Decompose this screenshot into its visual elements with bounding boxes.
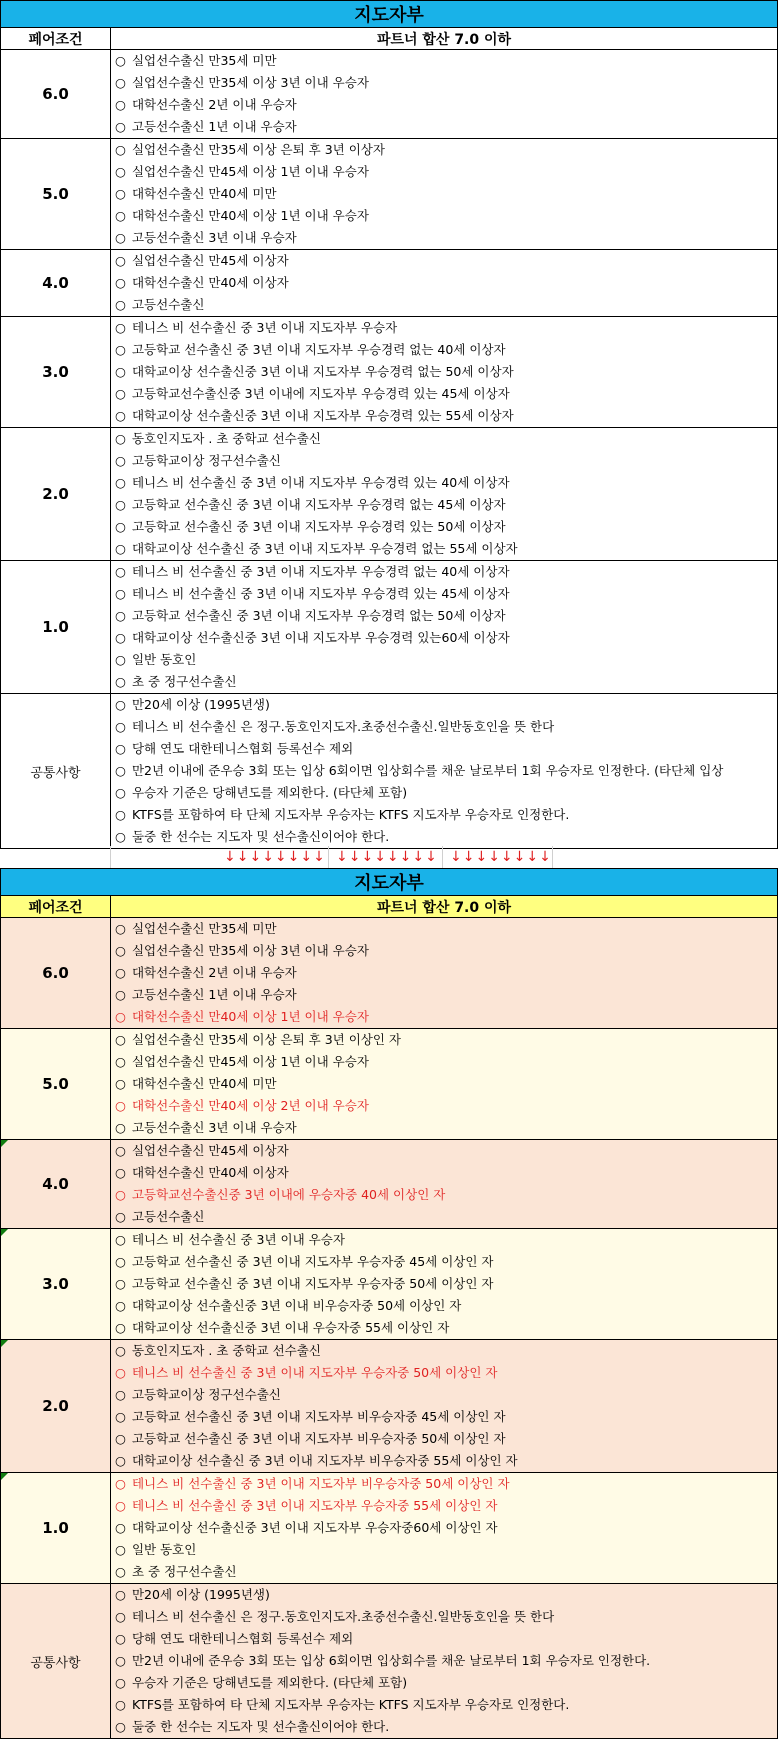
bullet-circle-icon: ○ xyxy=(115,1587,126,1602)
level-cell: 4.0 xyxy=(1,250,111,316)
bullet-circle-icon: ○ xyxy=(115,453,126,468)
bullet-circle-icon: ○ xyxy=(115,1165,126,1180)
condition-text: 테니스 비 선수출신 중 3년 이내 지도자부 우승경력 있는 40세 이상자 xyxy=(131,475,510,490)
condition-text: 고등선수출신 3년 이내 우승자 xyxy=(131,230,297,245)
bullet-circle-icon: ○ xyxy=(115,987,126,1002)
condition-item xyxy=(111,1428,777,1450)
condition-item xyxy=(111,1561,777,1583)
condition-item xyxy=(111,1073,777,1095)
bullet-circle-icon: ○ xyxy=(115,741,126,756)
bullet-circle-icon: ○ xyxy=(115,342,126,357)
bullet-circle-icon: ○ xyxy=(115,785,126,800)
condition-text: 당해 연도 대한테니스협회 등록선수 제외 xyxy=(131,741,354,756)
condition-item xyxy=(111,94,777,116)
header-partner-total: 파트너 합산 7.0 이하 xyxy=(111,896,777,917)
condition-text: 실업선수출신 만45세 이상자 xyxy=(131,253,289,268)
condition-item xyxy=(111,1450,777,1472)
condition-item xyxy=(111,1406,777,1428)
condition-text: 테니스 비 선수출신 중 3년 이내 지도자부 우승자중 55세 이상인 자 xyxy=(131,1498,498,1513)
condition-item xyxy=(111,738,777,760)
bullet-circle-icon: ○ xyxy=(115,719,126,734)
condition-text: 실업선수출신 만35세 이상 은퇴 후 3년 이상자 xyxy=(131,142,385,157)
bullet-circle-icon: ○ xyxy=(115,965,126,980)
level-cell: 1.0 xyxy=(1,561,111,693)
condition-text: 테니스 비 선수출신 은 정구.동호인지도자.초중선수출신.일반동호인을 뜻 한다 xyxy=(131,1609,555,1624)
condition-item xyxy=(111,1273,777,1295)
bullet-circle-icon: ○ xyxy=(115,541,126,556)
bullet-circle-icon: ○ xyxy=(115,1675,126,1690)
bullet-circle-icon: ○ xyxy=(115,475,126,490)
bullet-circle-icon: ○ xyxy=(115,53,126,68)
condition-item xyxy=(111,561,777,583)
condition-text: 고등선수출신 3년 이내 우승자 xyxy=(131,1120,297,1135)
condition-text: 대학교이상 선수출신중 3년 이내 지도자부 우승경력 있는 55세 이상자 xyxy=(131,408,514,423)
bullet-circle-icon: ○ xyxy=(115,1719,126,1734)
level-cell: 6.0 xyxy=(1,918,111,1028)
bullet-circle-icon: ○ xyxy=(115,697,126,712)
condition-item xyxy=(111,1295,777,1317)
condition-text: 실업선수출신 만45세 이상자 xyxy=(131,1143,289,1158)
condition-item xyxy=(111,1384,777,1406)
bullet-circle-icon: ○ xyxy=(115,1276,126,1291)
condition-text: 대학교이상 선수출신 중 3년 이내 지도자부 비우승자중 55세 이상인 자 xyxy=(131,1453,518,1468)
condition-text: 실업선수출신 만45세 이상 1년 이내 우승자 xyxy=(131,1054,369,1069)
level-cell: 공통사항 xyxy=(1,1584,111,1738)
condition-item xyxy=(111,405,777,427)
level-row xyxy=(0,1229,778,1340)
condition-item xyxy=(111,116,777,138)
condition-item xyxy=(111,50,777,72)
condition-text: 우승자 기준은 당해년도를 제외한다. (타단체 포함) xyxy=(131,785,408,800)
condition-text: 대학교이상 선수출신 중 3년 이내 지도자부 우승경력 없는 55세 이상자 xyxy=(131,541,518,556)
bullet-circle-icon: ○ xyxy=(115,97,126,112)
bullet-circle-icon: ○ xyxy=(115,1542,126,1557)
bullet-circle-icon: ○ xyxy=(115,1343,126,1358)
condition-text: KTFS를 포함하여 타 단체 지도자부 우승자는 KTFS 지도자부 우승자로 인정한다. xyxy=(131,807,570,822)
header-pair-condition: 페어조건 xyxy=(1,896,111,917)
bullet-circle-icon: ○ xyxy=(115,1143,126,1158)
bullet-circle-icon: ○ xyxy=(115,119,126,134)
condition-item xyxy=(111,428,777,450)
condition-text: 실업선수출신 만35세 미만 xyxy=(131,53,277,68)
condition-text: 고등학교 선수출신 중 3년 이내 지도자부 우승경력 없는 50세 이상자 xyxy=(131,608,506,623)
level-row xyxy=(0,50,778,139)
bullet-circle-icon: ○ xyxy=(115,253,126,268)
level-row xyxy=(0,428,778,561)
condition-item xyxy=(111,1628,777,1650)
condition-text: 만2년 이내에 준우승 3회 또는 입상 6회이면 입상회수를 채운 날로부터 1회 우승자로 인정한다. (타단체 입상 xyxy=(131,763,724,778)
condition-text: 만20세 이상 (1995년생) xyxy=(131,1587,270,1602)
bullet-circle-icon: ○ xyxy=(115,1254,126,1269)
bullet-circle-icon: ○ xyxy=(115,275,126,290)
condition-text: 고등선수출신 1년 이내 우승자 xyxy=(131,119,297,134)
level-cell: 3.0 xyxy=(1,317,111,427)
condition-item xyxy=(111,1517,777,1539)
bullet-circle-icon: ○ xyxy=(115,1431,126,1446)
condition-text: 실업선수출신 만35세 이상 3년 이내 우승자 xyxy=(131,75,369,90)
condition-item xyxy=(111,272,777,294)
condition-item xyxy=(111,1051,777,1073)
condition-item xyxy=(111,1229,777,1251)
condition-text: 고등학교 선수출신 중 3년 이내 지도자부 비우승자중 50세 이상인 자 xyxy=(131,1431,506,1446)
table-title: 지도자부 xyxy=(0,0,778,28)
condition-text: 테니스 비 선수출신 중 3년 이내 지도자부 우승경력 없는 40세 이상자 xyxy=(131,564,510,579)
condition-text: 대학선수출신 2년 이내 우승자 xyxy=(131,965,297,980)
bullet-circle-icon: ○ xyxy=(115,1609,126,1624)
bullet-circle-icon: ○ xyxy=(115,1209,126,1224)
condition-text: 고등학교 선수출신 중 3년 이내 지도자부 우승경력 있는 50세 이상자 xyxy=(131,519,506,534)
condition-text: 실업선수출신 만35세 미만 xyxy=(131,921,277,936)
condition-text: 대학교이상 선수출신중 3년 이내 비우승자중 50세 이상인 자 xyxy=(131,1298,462,1313)
level-cell: 2.0 xyxy=(1,1340,111,1472)
bullet-circle-icon: ○ xyxy=(115,1320,126,1335)
bullet-circle-icon: ○ xyxy=(115,408,126,423)
condition-item xyxy=(111,826,777,848)
condition-text: 대학선수출신 만40세 미만 xyxy=(131,1076,277,1091)
bullet-circle-icon: ○ xyxy=(115,75,126,90)
level-cell: 5.0 xyxy=(1,139,111,249)
condition-text: 대학교이상 선수출신중 3년 이내 지도자부 우승경력 없는 50세 이상자 xyxy=(131,364,514,379)
bullet-circle-icon: ○ xyxy=(115,431,126,446)
bullet-circle-icon: ○ xyxy=(115,186,126,201)
bullet-circle-icon: ○ xyxy=(115,164,126,179)
condition-item xyxy=(111,1495,777,1517)
condition-item xyxy=(111,1606,777,1628)
condition-text: 대학선수출신 만40세 이상자 xyxy=(131,1165,289,1180)
condition-item xyxy=(111,1317,777,1339)
condition-text: 대학교이상 선수출신중 3년 이내 지도자부 우승경력 있는60세 이상자 xyxy=(131,630,510,645)
condition-item xyxy=(111,940,777,962)
condition-item xyxy=(111,339,777,361)
condition-text: 테니스 비 선수출신 중 3년 이내 지도자부 우승자중 50세 이상인 자 xyxy=(131,1365,498,1380)
condition-item xyxy=(111,782,777,804)
condition-text: 고등학교이상 정구선수출신 xyxy=(131,1387,281,1402)
bullet-circle-icon: ○ xyxy=(115,1298,126,1313)
condition-item xyxy=(111,538,777,560)
condition-item xyxy=(111,804,777,826)
condition-text: 일반 동호인 xyxy=(131,1542,197,1557)
condition-item xyxy=(111,1029,777,1051)
condition-item xyxy=(111,205,777,227)
bullet-circle-icon: ○ xyxy=(115,1187,126,1202)
condition-item xyxy=(111,1206,777,1228)
condition-text: 고등학교 선수출신 중 3년 이내 지도자부 우승경력 없는 45세 이상자 xyxy=(131,497,506,512)
level-cell: 1.0 xyxy=(1,1473,111,1583)
condition-text: 만20세 이상 (1995년생) xyxy=(131,697,270,712)
bullet-circle-icon: ○ xyxy=(115,943,126,958)
condition-item xyxy=(111,962,777,984)
condition-text: 대학선수출신 만40세 이상 1년 이내 우승자 xyxy=(131,1009,369,1024)
level-row xyxy=(0,694,778,849)
bullet-circle-icon: ○ xyxy=(115,230,126,245)
condition-item xyxy=(111,1006,777,1028)
condition-item xyxy=(111,1672,777,1694)
bullet-circle-icon: ○ xyxy=(115,630,126,645)
condition-text: 테니스 비 선수출신 중 3년 이내 지도자부 비우승자중 50세 이상인 자 xyxy=(131,1476,510,1491)
condition-item xyxy=(111,317,777,339)
level-row xyxy=(0,317,778,428)
bullet-circle-icon: ○ xyxy=(115,1232,126,1247)
bullet-circle-icon: ○ xyxy=(115,1365,126,1380)
level-row xyxy=(0,1584,778,1739)
bullet-circle-icon: ○ xyxy=(115,564,126,579)
condition-item xyxy=(111,918,777,940)
level-row xyxy=(0,561,778,694)
original-table xyxy=(0,0,778,849)
condition-item xyxy=(111,627,777,649)
condition-text: 초 중 정구선수출신 xyxy=(131,1564,237,1579)
level-row xyxy=(0,139,778,250)
bullet-circle-icon: ○ xyxy=(115,1697,126,1712)
bullet-circle-icon: ○ xyxy=(115,674,126,689)
bullet-circle-icon: ○ xyxy=(115,1409,126,1424)
level-row xyxy=(0,1140,778,1229)
condition-text: KTFS를 포함하여 타 단체 지도자부 우승자는 KTFS 지도자부 우승자로 인정한다. xyxy=(131,1697,570,1712)
condition-text: 둘중 한 선수는 지도자 및 선수출신이어야 한다. xyxy=(131,1719,390,1734)
condition-item xyxy=(111,383,777,405)
level-cell: 5.0 xyxy=(1,1029,111,1139)
arrow-group-1: ↓↓↓↓↓↓↓↓ xyxy=(224,849,326,865)
bullet-circle-icon: ○ xyxy=(115,1498,126,1513)
condition-item xyxy=(111,361,777,383)
condition-item xyxy=(111,1539,777,1561)
bullet-circle-icon: ○ xyxy=(115,142,126,157)
condition-text: 고등학교선수출신중 3년 이내에 지도자부 우승경력 있는 45세 이상자 xyxy=(131,386,510,401)
condition-item xyxy=(111,450,777,472)
condition-text: 둘중 한 선수는 지도자 및 선수출신이어야 한다. xyxy=(131,829,390,844)
bullet-circle-icon: ○ xyxy=(115,807,126,822)
condition-item xyxy=(111,671,777,693)
condition-item xyxy=(111,583,777,605)
level-row xyxy=(0,250,778,317)
condition-item xyxy=(111,1117,777,1139)
bullet-circle-icon: ○ xyxy=(115,208,126,223)
bullet-circle-icon: ○ xyxy=(115,1653,126,1668)
condition-item xyxy=(111,760,777,782)
condition-item xyxy=(111,250,777,272)
condition-text: 당해 연도 대한테니스협회 등록선수 제외 xyxy=(131,1631,354,1646)
condition-text: 테니스 비 선수출신 중 3년 이내 지도자부 우승경력 있는 45세 이상자 xyxy=(131,586,510,601)
bullet-circle-icon: ○ xyxy=(115,652,126,667)
condition-text: 우승자 기준은 당해년도를 제외한다. (타단체 포함) xyxy=(131,1675,408,1690)
arrow-group-3: ↓↓↓↓↓↓↓↓ xyxy=(450,849,552,865)
condition-item xyxy=(111,1584,777,1606)
condition-text: 고등학교이상 정구선수출신 xyxy=(131,453,281,468)
bullet-circle-icon: ○ xyxy=(115,1098,126,1113)
condition-text: 고등학교 선수출신 중 3년 이내 지도자부 우승경력 없는 40세 이상자 xyxy=(131,342,506,357)
bullet-circle-icon: ○ xyxy=(115,297,126,312)
bullet-circle-icon: ○ xyxy=(115,608,126,623)
condition-text: 동호인지도자 . 초 중학교 선수출신 xyxy=(131,431,321,446)
condition-text: 고등학교 선수출신 중 3년 이내 지도자부 비우승자중 45세 이상인 자 xyxy=(131,1409,506,1424)
condition-item xyxy=(111,1340,777,1362)
condition-text: 테니스 비 선수출신 은 정구.동호인지도자.초중선수출신.일반동호인을 뜻 한다 xyxy=(131,719,555,734)
condition-item xyxy=(111,1362,777,1384)
bullet-circle-icon: ○ xyxy=(115,921,126,936)
condition-text: 고등학교 선수출신 중 3년 이내 지도자부 우승자중 45세 이상인 자 xyxy=(131,1254,494,1269)
condition-text: 대학교이상 선수출신중 3년 이내 지도자부 우승자중60세 이상인 자 xyxy=(131,1520,498,1535)
revised-table xyxy=(0,868,778,1739)
condition-text: 테니스 비 선수출신 중 3년 이내 우승자 xyxy=(131,1232,345,1247)
condition-text: 대학선수출신 만40세 이상 1년 이내 우승자 xyxy=(131,208,369,223)
condition-item xyxy=(111,1716,777,1738)
level-row xyxy=(0,918,778,1029)
condition-item xyxy=(111,716,777,738)
bullet-circle-icon: ○ xyxy=(115,1564,126,1579)
condition-item xyxy=(111,1251,777,1273)
table-header xyxy=(0,896,778,918)
level-row xyxy=(0,1029,778,1140)
condition-text: 고등학교선수출신중 3년 이내에 우승자중 40세 이상인 자 xyxy=(131,1187,446,1202)
condition-item xyxy=(111,183,777,205)
condition-item xyxy=(111,1694,777,1716)
condition-item xyxy=(111,694,777,716)
bullet-circle-icon: ○ xyxy=(115,364,126,379)
bullet-circle-icon: ○ xyxy=(115,1032,126,1047)
condition-text: 동호인지도자 . 초 중학교 선수출신 xyxy=(131,1343,321,1358)
condition-text: 대학선수출신 만40세 이상 2년 이내 우승자 xyxy=(131,1098,369,1113)
condition-text: 만2년 이내에 준우승 3회 또는 입상 6회이면 입상회수를 채운 날로부터 1회 우승자로 인정한다. xyxy=(131,1653,651,1668)
level-cell: 6.0 xyxy=(1,50,111,138)
bullet-circle-icon: ○ xyxy=(115,1009,126,1024)
bullet-circle-icon: ○ xyxy=(115,386,126,401)
condition-item xyxy=(111,1650,777,1672)
condition-item xyxy=(111,1095,777,1117)
table-title: 지도자부 xyxy=(0,868,778,896)
condition-text: 고등선수출신 xyxy=(131,297,205,312)
header-pair-condition: 페어조건 xyxy=(1,28,111,49)
level-cell: 공통사항 xyxy=(1,694,111,848)
bullet-circle-icon: ○ xyxy=(115,586,126,601)
condition-text: 초 중 정구선수출신 xyxy=(131,674,237,689)
bullet-circle-icon: ○ xyxy=(115,519,126,534)
bullet-circle-icon: ○ xyxy=(115,320,126,335)
table-header xyxy=(0,28,778,50)
condition-text: 실업선수출신 만45세 이상 1년 이내 우승자 xyxy=(131,164,369,179)
condition-item xyxy=(111,1140,777,1162)
condition-item xyxy=(111,72,777,94)
bullet-circle-icon: ○ xyxy=(115,829,126,844)
condition-text: 대학선수출신 만40세 미만 xyxy=(131,186,277,201)
condition-item xyxy=(111,472,777,494)
condition-item xyxy=(111,139,777,161)
level-cell: 3.0 xyxy=(1,1229,111,1339)
bullet-circle-icon: ○ xyxy=(115,1476,126,1491)
condition-text: 대학교이상 선수출신중 3년 이내 우승자중 55세 이상인 자 xyxy=(131,1320,450,1335)
level-cell: 2.0 xyxy=(1,428,111,560)
bullet-circle-icon: ○ xyxy=(115,1054,126,1069)
condition-text: 실업선수출신 만35세 이상 은퇴 후 3년 이상인 자 xyxy=(131,1032,402,1047)
bullet-circle-icon: ○ xyxy=(115,1387,126,1402)
arrow-group-2: ↓↓↓↓↓↓↓↓ xyxy=(336,849,438,865)
condition-text: 테니스 비 선수출신 중 3년 이내 지도자부 우승자 xyxy=(131,320,398,335)
bullet-circle-icon: ○ xyxy=(115,1520,126,1535)
bullet-circle-icon: ○ xyxy=(115,1120,126,1135)
bullet-circle-icon: ○ xyxy=(115,497,126,512)
condition-item xyxy=(111,1473,777,1495)
change-arrows xyxy=(0,846,778,868)
condition-item xyxy=(111,605,777,627)
condition-item xyxy=(111,1162,777,1184)
bullet-circle-icon: ○ xyxy=(115,1076,126,1091)
condition-text: 대학선수출신 만40세 이상자 xyxy=(131,275,289,290)
bullet-circle-icon: ○ xyxy=(115,763,126,778)
condition-text: 대학선수출신 2년 이내 우승자 xyxy=(131,97,297,112)
condition-item xyxy=(111,649,777,671)
condition-text: 고등학교 선수출신 중 3년 이내 지도자부 우승자중 50세 이상인 자 xyxy=(131,1276,494,1291)
bullet-circle-icon: ○ xyxy=(115,1453,126,1468)
level-cell: 4.0 xyxy=(1,1140,111,1228)
condition-text: 일반 동호인 xyxy=(131,652,197,667)
condition-text: 실업선수출신 만35세 이상 3년 이내 우승자 xyxy=(131,943,369,958)
header-partner-total: 파트너 합산 7.0 이하 xyxy=(376,31,512,48)
condition-item xyxy=(111,984,777,1006)
condition-item xyxy=(111,516,777,538)
condition-text: 고등선수출신 1년 이내 우승자 xyxy=(131,987,297,1002)
level-row xyxy=(0,1473,778,1584)
condition-item xyxy=(111,1184,777,1206)
condition-item xyxy=(111,161,777,183)
condition-item xyxy=(111,227,777,249)
condition-text: 고등선수출신 xyxy=(131,1209,205,1224)
condition-item xyxy=(111,294,777,316)
condition-item xyxy=(111,494,777,516)
bullet-circle-icon: ○ xyxy=(115,1631,126,1646)
level-row xyxy=(0,1340,778,1473)
